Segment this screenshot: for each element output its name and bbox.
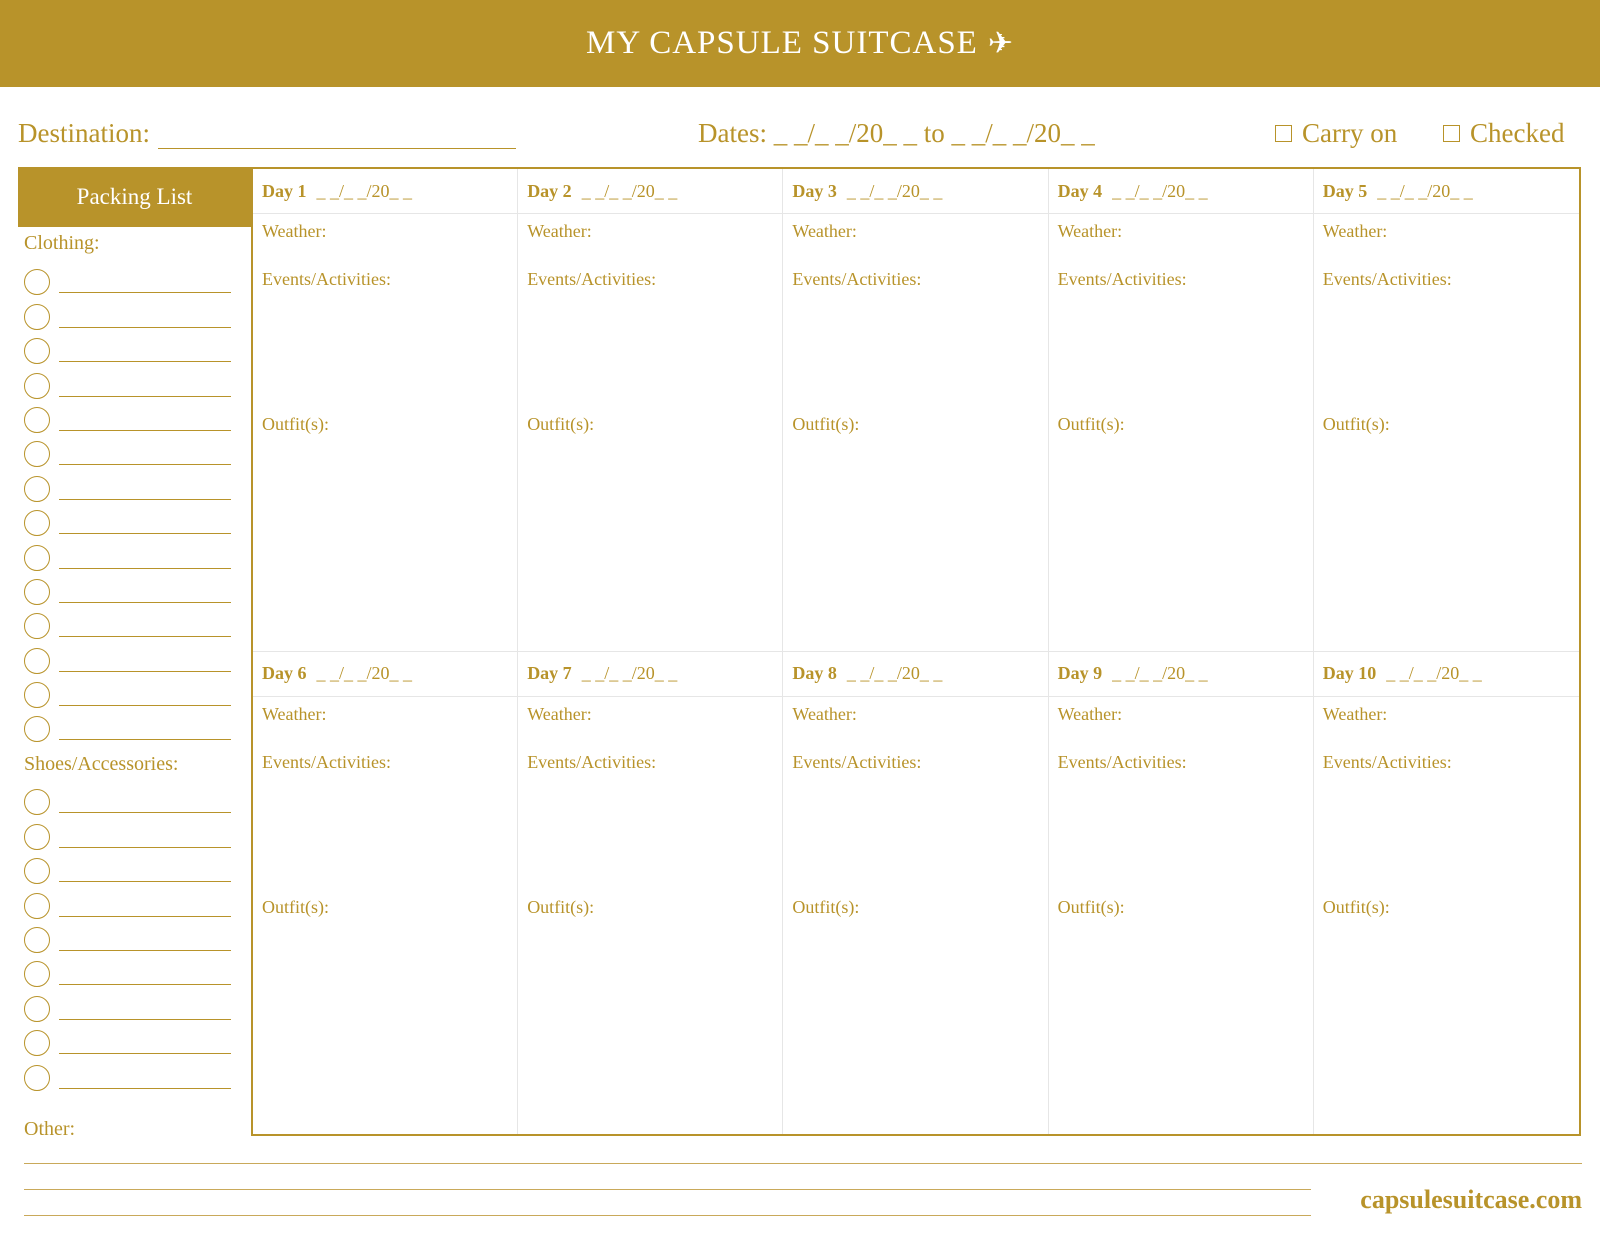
shoes-item[interactable]	[24, 953, 231, 987]
day-title: Day 7	[527, 663, 572, 683]
shoes-item[interactable]	[24, 987, 231, 1021]
weather-label: Weather:	[262, 221, 327, 241]
clothing-item[interactable]	[24, 330, 231, 364]
shoes-item-line[interactable]	[59, 984, 231, 985]
other-label: Other:	[24, 1118, 76, 1140]
shoes-item-line[interactable]	[59, 1088, 231, 1089]
day-cell	[1049, 652, 1314, 1135]
clothing-item[interactable]	[24, 708, 231, 742]
site-url: capsulesuitcase.com	[1360, 1185, 1582, 1214]
outfits-label: Outfit(s):	[527, 896, 595, 917]
carry-on-label: Carry on	[1302, 118, 1398, 148]
days-grid	[251, 167, 1581, 1136]
checkbox-circle-icon[interactable]	[24, 716, 50, 742]
checkbox-circle-icon[interactable]	[24, 1065, 50, 1091]
checkbox-circle-icon[interactable]	[24, 996, 50, 1022]
outfits-label: Outfit(s):	[1057, 896, 1125, 917]
checkbox-circle-icon[interactable]	[24, 373, 50, 399]
checkbox-circle-icon[interactable]	[24, 824, 50, 850]
checkbox-circle-icon[interactable]	[24, 304, 50, 330]
checkbox-circle-icon[interactable]	[24, 338, 50, 364]
clothing-item-line[interactable]	[59, 533, 231, 534]
day-date[interactable]: _ _/_ _/20_ _	[581, 663, 678, 683]
destination-field[interactable]	[18, 118, 516, 149]
day-cell	[1049, 169, 1314, 652]
day-cell	[1314, 169, 1579, 652]
shoes-items	[24, 781, 231, 1091]
checkbox-circle-icon[interactable]	[24, 682, 50, 708]
shoes-item[interactable]	[24, 1056, 231, 1090]
clothing-item[interactable]	[24, 467, 231, 501]
day-cell	[783, 169, 1048, 652]
clothing-item[interactable]	[24, 399, 231, 433]
day-header	[1049, 169, 1313, 214]
day-title: Day 10	[1322, 663, 1377, 683]
header-banner	[0, 0, 1600, 87]
clothing-item[interactable]	[24, 639, 231, 673]
weather-label: Weather:	[527, 703, 592, 724]
events-label: Events/Activities:	[1322, 269, 1452, 289]
day-header	[1314, 169, 1579, 214]
destination-line[interactable]	[158, 126, 516, 149]
day-date[interactable]: _ _/_ _/20_ _	[1377, 180, 1473, 201]
clothing-item-line[interactable]	[59, 602, 231, 603]
weather-label: Weather:	[1322, 703, 1388, 724]
day-date[interactable]: _ _/_ _/20_ _	[1112, 663, 1208, 683]
clothing-item-line[interactable]	[59, 396, 231, 397]
clothing-item-line[interactable]	[59, 671, 231, 672]
clothing-item-line[interactable]	[59, 499, 231, 500]
events-label: Events/Activities:	[1057, 751, 1187, 772]
shoes-item[interactable]	[24, 919, 231, 953]
day-title: Day 4	[1057, 180, 1103, 201]
events-label: Events/Activities:	[527, 751, 657, 772]
airplane-icon: ✈	[987, 27, 1014, 60]
clothing-item[interactable]	[24, 536, 231, 570]
clothing-items	[24, 261, 231, 742]
clothing-label: Clothing:	[24, 232, 100, 254]
checkbox-circle-icon[interactable]	[24, 893, 50, 919]
day-header	[1314, 652, 1579, 697]
clothing-item-line[interactable]	[59, 568, 231, 569]
clothing-item[interactable]	[24, 261, 231, 295]
events-label: Events/Activities:	[1322, 751, 1452, 772]
other-line[interactable]	[24, 1189, 1311, 1190]
shoes-item-line[interactable]	[59, 881, 231, 882]
clothing-item[interactable]	[24, 674, 231, 708]
day-date[interactable]: _ _/_ _/20_ _	[581, 180, 678, 201]
weather-label: Weather:	[262, 703, 327, 724]
clothing-item-line[interactable]	[59, 705, 231, 706]
checkbox-circle-icon[interactable]	[24, 961, 50, 987]
day-title: Day 9	[1057, 663, 1103, 683]
checkbox-circle-icon[interactable]	[24, 269, 50, 295]
shoes-item[interactable]	[24, 815, 231, 849]
day-cell	[1314, 652, 1579, 1135]
outfits-label: Outfit(s):	[262, 414, 329, 434]
dates-field[interactable]: Dates: _ _/_ _/20_ _ to _ _/_ _/20_ _	[698, 118, 1095, 148]
checked-label: Checked	[1470, 118, 1565, 148]
clothing-item-line[interactable]	[59, 361, 231, 362]
day-header	[518, 169, 782, 214]
checkbox-circle-icon[interactable]	[24, 407, 50, 433]
day-cell	[783, 652, 1048, 1135]
shoes-item-line[interactable]	[59, 812, 231, 813]
weather-label: Weather:	[527, 221, 592, 241]
weather-label: Weather:	[1057, 703, 1123, 724]
carry-on-checkbox[interactable]	[1275, 125, 1292, 142]
outfits-label: Outfit(s):	[527, 414, 595, 434]
events-label: Events/Activities:	[792, 269, 922, 289]
other-line[interactable]	[24, 1163, 1582, 1164]
shoes-label: Shoes/Accessories:	[24, 753, 179, 775]
day-cell	[518, 652, 783, 1135]
day-header	[253, 169, 517, 214]
outfits-label: Outfit(s):	[792, 414, 860, 434]
checkbox-circle-icon[interactable]	[24, 927, 50, 953]
clothing-item-line[interactable]	[59, 327, 231, 328]
day-date[interactable]: _ _/_ _/20_ _	[316, 180, 413, 201]
clothing-item-line[interactable]	[59, 430, 231, 431]
checkbox-circle-icon[interactable]	[24, 476, 50, 502]
shoes-item[interactable]	[24, 884, 231, 918]
shoes-item-line[interactable]	[59, 1019, 231, 1020]
checked-checkbox[interactable]	[1443, 125, 1460, 142]
day-cell	[518, 169, 783, 652]
clothing-item-line[interactable]	[59, 739, 231, 740]
day-header	[1049, 652, 1313, 697]
checkbox-circle-icon[interactable]	[24, 613, 50, 639]
day-title: Day 3	[792, 180, 837, 201]
clothing-item[interactable]	[24, 605, 231, 639]
weather-label: Weather:	[792, 221, 857, 241]
checkbox-circle-icon[interactable]	[24, 648, 50, 674]
shoes-item[interactable]	[24, 781, 231, 815]
outfits-label: Outfit(s):	[1322, 896, 1390, 917]
shoes-item[interactable]	[24, 1022, 231, 1056]
day-cell	[253, 652, 518, 1135]
checkbox-circle-icon[interactable]	[24, 858, 50, 884]
day-cell	[253, 169, 518, 652]
day-header	[518, 652, 782, 697]
shoes-item-line[interactable]	[59, 950, 231, 951]
day-header	[253, 652, 517, 697]
checked-option[interactable]	[1443, 118, 1564, 149]
clothing-item-line[interactable]	[59, 292, 231, 293]
day-header	[783, 169, 1047, 214]
clothing-item[interactable]	[24, 433, 231, 467]
shoes-item-line[interactable]	[59, 1053, 231, 1054]
checkbox-circle-icon[interactable]	[24, 510, 50, 536]
checkbox-circle-icon[interactable]	[24, 789, 50, 815]
clothing-item[interactable]	[24, 364, 231, 398]
events-label: Events/Activities:	[262, 269, 391, 289]
day-title: Day 6	[262, 663, 307, 683]
day-date[interactable]: _ _/_ _/20_ _	[316, 663, 413, 683]
checkbox-circle-icon[interactable]	[24, 545, 50, 571]
clothing-item-line[interactable]	[59, 636, 231, 637]
day-date[interactable]: _ _/_ _/20_ _	[846, 663, 943, 683]
day-date[interactable]: _ _/_ _/20_ _	[846, 180, 943, 201]
outfits-label: Outfit(s):	[792, 896, 860, 917]
checkbox-circle-icon[interactable]	[24, 579, 50, 605]
weather-label: Weather:	[792, 703, 857, 724]
carry-on-option[interactable]	[1275, 118, 1397, 149]
day-title: Day 5	[1322, 180, 1368, 201]
clothing-item[interactable]	[24, 571, 231, 605]
page-title: MY CAPSULE SUITCASE	[586, 25, 978, 61]
day-title: Day 2	[527, 180, 572, 201]
checkbox-circle-icon[interactable]	[24, 441, 50, 467]
events-label: Events/Activities:	[262, 751, 391, 772]
weather-label: Weather:	[1322, 221, 1388, 241]
outfits-label: Outfit(s):	[1322, 414, 1390, 434]
shoes-item-line[interactable]	[59, 847, 231, 848]
shoes-item-line[interactable]	[59, 916, 231, 917]
other-line[interactable]	[24, 1215, 1311, 1216]
clothing-item-line[interactable]	[59, 464, 231, 465]
day-date[interactable]: _ _/_ _/20_ _	[1112, 180, 1208, 201]
day-title: Day 8	[792, 663, 837, 683]
day-header	[783, 652, 1047, 697]
events-label: Events/Activities:	[527, 269, 657, 289]
packing-list-header: Packing List	[18, 167, 251, 227]
clothing-item[interactable]	[24, 502, 231, 536]
clothing-item[interactable]	[24, 295, 231, 329]
checkbox-circle-icon[interactable]	[24, 1030, 50, 1056]
day-date[interactable]: _ _/_ _/20_ _	[1386, 663, 1482, 683]
outfits-label: Outfit(s):	[262, 896, 329, 917]
day-title: Day 1	[262, 180, 307, 201]
weather-label: Weather:	[1057, 221, 1123, 241]
destination-label: Destination:	[18, 118, 150, 148]
outfits-label: Outfit(s):	[1057, 414, 1125, 434]
events-label: Events/Activities:	[1057, 269, 1187, 289]
events-label: Events/Activities:	[792, 751, 922, 772]
shoes-item[interactable]	[24, 850, 231, 884]
